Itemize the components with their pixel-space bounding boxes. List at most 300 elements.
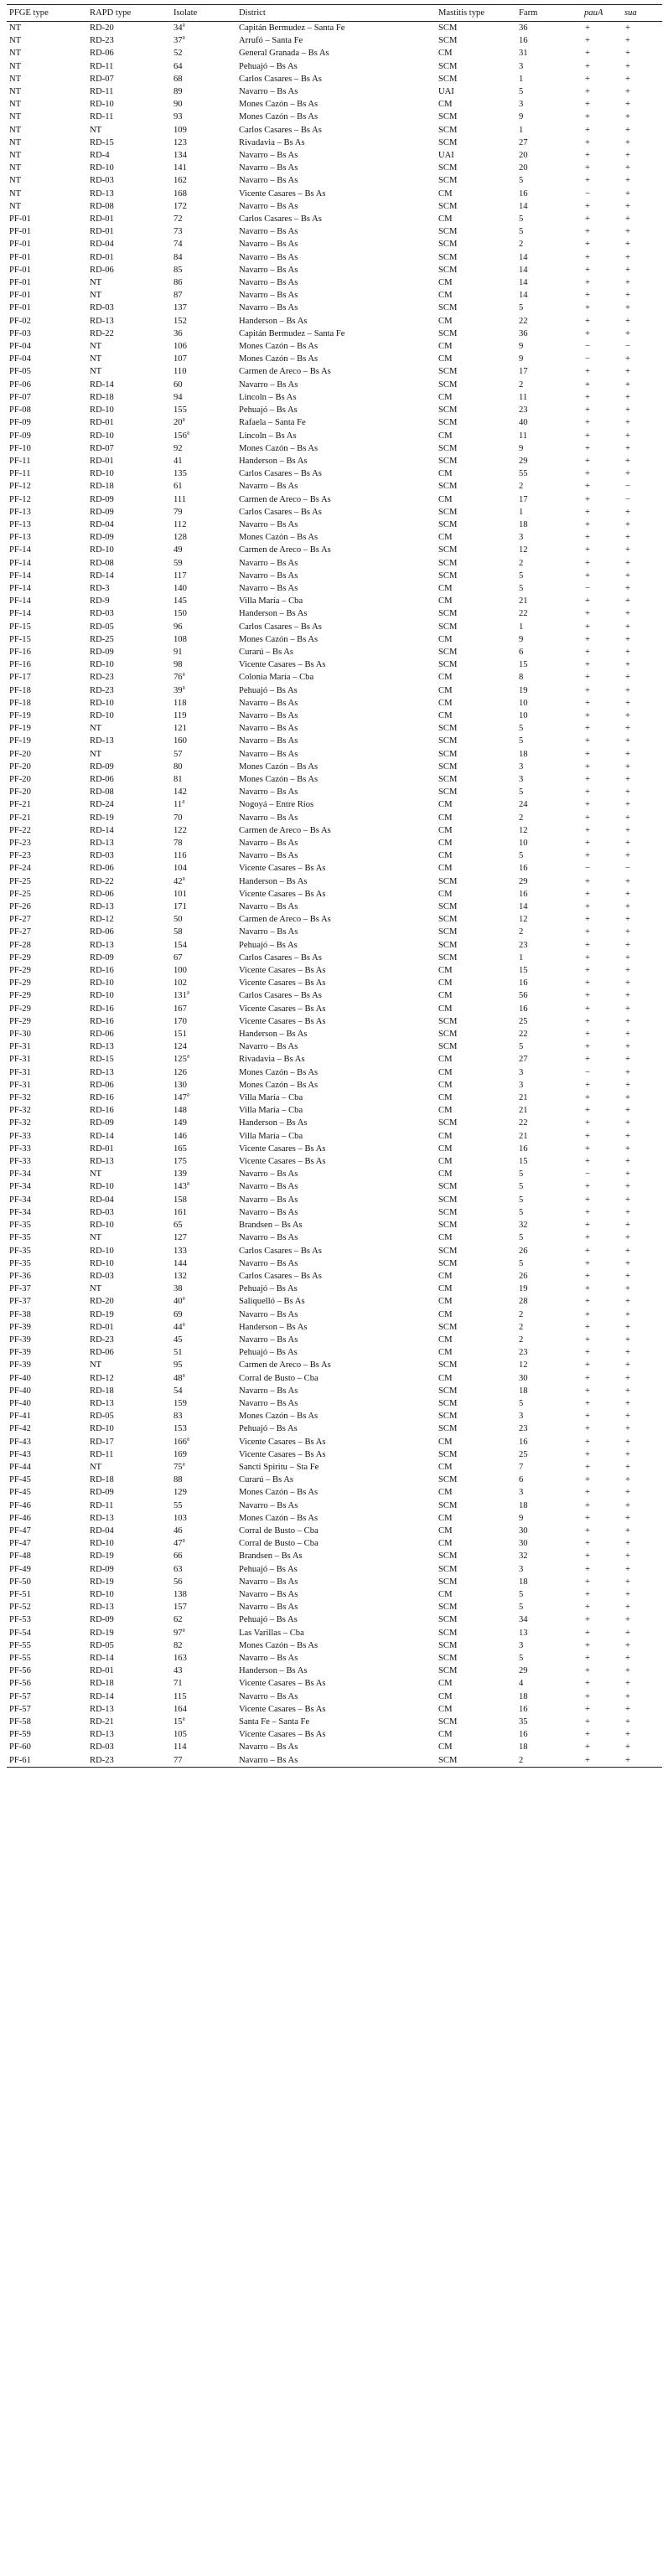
- pfge-type-cell: NT: [9, 137, 22, 147]
- isolate-number: 59: [173, 558, 183, 568]
- rapd-type-cell: RD-25: [90, 634, 114, 644]
- mastitis-type-cell: SCM: [438, 125, 458, 135]
- isolate-number: 118: [173, 698, 187, 708]
- table-row: [7, 1040, 662, 1053]
- isolate-cell: [171, 1728, 236, 1741]
- farm-cell: 5: [519, 724, 524, 734]
- isolate-number: 131: [173, 991, 187, 1001]
- rapd-type-cell: RD-01: [90, 1143, 114, 1154]
- farm-cell: 16: [519, 978, 528, 989]
- pfge-type-cell: PF-12: [9, 494, 31, 504]
- district-cell: Vicente Casares – Bs As: [239, 889, 326, 899]
- pfge-type-cell: PF-04: [9, 342, 31, 352]
- mastitis-type-cell: CM: [438, 1309, 453, 1319]
- table-row: [7, 722, 662, 735]
- rapd-type-cell: RD-19: [90, 1577, 114, 1587]
- table-row: [7, 1741, 662, 1753]
- farm-cell: 20: [519, 151, 528, 161]
- mastitis-type-cell: SCM: [438, 443, 458, 453]
- mastitis-type-cell: SCM: [438, 774, 458, 784]
- isolate-cell: [171, 1372, 236, 1385]
- table-row: [7, 875, 662, 888]
- pfge-type-cell: PF-47: [9, 1539, 31, 1549]
- rapd-type-cell: RD-09: [90, 1615, 114, 1625]
- district-cell: Carlos Casares – Bs As: [239, 125, 322, 135]
- mastitis-type-cell: SCM: [438, 1615, 458, 1625]
- rapd-type-cell: NT: [90, 724, 102, 734]
- isolate-cell: [171, 1512, 236, 1525]
- isolate-number: 129: [173, 1488, 187, 1498]
- isolate-cell: [171, 1155, 236, 1168]
- pfge-type-cell: PF-14: [9, 545, 31, 555]
- sua-cell: −: [625, 342, 630, 352]
- isolate-number: 144: [173, 1258, 187, 1268]
- farm-cell: 3: [519, 1640, 524, 1650]
- farm-cell: 2: [519, 379, 524, 390]
- pauA-cell: +: [585, 1704, 590, 1714]
- isolate-number: 68: [173, 74, 183, 84]
- isolate-number: 84: [173, 252, 183, 262]
- header-isolate: Isolate: [171, 5, 236, 22]
- table-row: [7, 913, 662, 926]
- pfge-type-cell: NT: [9, 49, 22, 59]
- pauA-cell: +: [585, 112, 590, 122]
- district-cell: Mones Cazón – Bs As: [239, 774, 318, 784]
- footnote-mark: a: [186, 1435, 189, 1443]
- header-pauA: pauA: [582, 5, 622, 22]
- rapd-type-cell: RD-10: [90, 1539, 114, 1549]
- pfge-type-cell: PF-20: [9, 749, 31, 759]
- rapd-type-cell: RD-13: [90, 1730, 114, 1740]
- district-cell: Saliquelló – Bs As: [239, 1297, 305, 1307]
- sua-cell: +: [625, 940, 630, 950]
- sua-cell: +: [625, 1539, 630, 1549]
- isolate-cell: [171, 276, 236, 289]
- mastitis-type-cell: SCM: [438, 1398, 458, 1408]
- farm-cell: 2: [519, 558, 524, 568]
- pfge-type-cell: PF-36: [9, 1271, 31, 1281]
- isolate-cell: [171, 34, 236, 47]
- rapd-type-cell: RD-18: [90, 1679, 114, 1689]
- isolate-number: 125: [173, 1055, 187, 1065]
- sua-cell: +: [625, 749, 630, 759]
- district-cell: Navarro – Bs As: [239, 1742, 298, 1753]
- rapd-type-cell: RD-19: [90, 1628, 114, 1638]
- farm-cell: 1: [519, 74, 524, 84]
- isolate-number: 72: [173, 214, 183, 225]
- farm-cell: 5: [519, 1589, 524, 1599]
- pfge-type-cell: PF-37: [9, 1284, 31, 1294]
- isolate-number: 106: [173, 342, 187, 352]
- isolate-cell: [171, 761, 236, 773]
- footnote-mark: a: [186, 1180, 189, 1187]
- isolate-number: 149: [173, 1118, 187, 1128]
- table-row: [7, 671, 662, 684]
- mastitis-type-cell: CM: [438, 291, 453, 301]
- rapd-type-cell: RD-01: [90, 227, 114, 237]
- isolate-number: 41: [173, 456, 183, 466]
- sua-cell: +: [625, 1322, 630, 1332]
- district-cell: Pehuajó – Bs As: [239, 1284, 298, 1294]
- isolate-number: 165: [173, 1143, 187, 1154]
- district-cell: Pehuajó – Bs As: [239, 685, 298, 695]
- farm-cell: 1: [519, 952, 524, 963]
- district-cell: Mones Cazón – Bs As: [239, 112, 318, 122]
- district-cell: Sancti Spiritu – Sta Fe: [239, 1462, 319, 1472]
- isolate-number: 20: [173, 418, 183, 428]
- sua-cell: +: [625, 545, 630, 555]
- pauA-cell: +: [585, 1742, 590, 1753]
- mastitis-type-cell: SCM: [438, 1195, 458, 1205]
- isolate-cell: [171, 901, 236, 913]
- district-cell: Carmen de Areco – Bs As: [239, 367, 331, 377]
- sua-cell: +: [625, 839, 630, 848]
- sua-cell: +: [625, 1297, 630, 1307]
- rapd-type-cell: RD-14: [90, 379, 114, 390]
- farm-cell: 9: [519, 443, 524, 453]
- pauA-cell: +: [585, 1360, 590, 1371]
- farm-cell: 17: [519, 367, 528, 377]
- pfge-type-cell: PF-34: [9, 1169, 31, 1180]
- pfge-type-cell: PF-20: [9, 761, 31, 772]
- isolate-number: 145: [173, 596, 187, 607]
- farm-cell: 16: [519, 1437, 528, 1447]
- pauA-cell: +: [585, 545, 590, 555]
- table-row: [7, 1359, 662, 1371]
- isolate-number: 74: [173, 240, 183, 250]
- pfge-type-cell: PF-06: [9, 379, 31, 390]
- rapd-type-cell: RD-14: [90, 1691, 114, 1701]
- table-row: [7, 735, 662, 747]
- isolate-cell: [171, 671, 236, 684]
- pfge-type-cell: NT: [9, 201, 22, 211]
- mastitis-type-cell: SCM: [438, 1551, 458, 1562]
- district-cell: Navarro – Bs As: [239, 1195, 298, 1205]
- pauA-cell: +: [585, 1398, 590, 1408]
- mastitis-type-cell: SCM: [438, 1717, 458, 1727]
- pauA-cell: +: [585, 36, 590, 46]
- farm-cell: 26: [519, 1246, 528, 1256]
- isolate-number: 156: [173, 431, 187, 441]
- rapd-type-cell: RD-12: [90, 915, 114, 925]
- table-row: [7, 22, 662, 35]
- rapd-type-cell: RD-10: [90, 469, 114, 479]
- pfge-type-cell: PF-23: [9, 851, 31, 861]
- isolate-cell: [171, 1385, 236, 1397]
- rapd-type-cell: RD-18: [90, 1475, 114, 1485]
- pfge-type-cell: PF-45: [9, 1488, 31, 1498]
- table-row: [7, 1716, 662, 1728]
- isolate-cell: [171, 238, 236, 250]
- mastitis-type-cell: SCM: [438, 1666, 458, 1676]
- pauA-cell: +: [582, 1754, 622, 1768]
- mastitis-type-cell: SCM: [438, 724, 458, 734]
- rapd-type-cell: RD-14: [90, 1654, 114, 1663]
- isolate-number: 44: [173, 1322, 183, 1332]
- mastitis-type-cell: SCM: [438, 74, 458, 84]
- table-row: [7, 276, 662, 289]
- isolate-cell: [171, 22, 236, 35]
- pfge-type-cell: PF-03: [9, 328, 31, 338]
- sua-cell: +: [625, 1246, 630, 1256]
- isolate-cell: [171, 557, 236, 570]
- isolate-number: 143: [173, 1182, 187, 1192]
- rapd-type-cell: RD-10: [90, 991, 114, 1001]
- pauA-cell: −: [585, 864, 590, 874]
- isolate-cell: [171, 1563, 236, 1576]
- farm-cell: 22: [519, 1118, 528, 1128]
- pauA-cell: +: [585, 902, 590, 912]
- rapd-type-cell: RD-13: [90, 1042, 114, 1052]
- isolate-number: 119: [173, 710, 187, 720]
- table-row: [7, 302, 662, 314]
- table-row: [7, 1372, 662, 1385]
- rapd-type-cell: RD-12: [90, 1373, 114, 1383]
- rapd-type-cell: RD-14: [90, 825, 114, 835]
- pfge-type-cell: PF-43: [9, 1449, 31, 1459]
- district-cell: Navarro – Bs As: [239, 1577, 298, 1587]
- isolate-number: 37: [173, 36, 183, 46]
- isolate-number: 85: [173, 265, 183, 275]
- farm-cell: 2: [519, 1334, 524, 1345]
- table-row: [7, 493, 662, 506]
- district-cell: Vicente Casares – Bs As: [239, 1157, 326, 1167]
- table-row: [7, 1422, 662, 1435]
- pfge-type-cell: PF-09: [9, 431, 31, 441]
- pauA-cell: +: [585, 443, 590, 453]
- mastitis-type-cell: UAI: [438, 151, 454, 161]
- pfge-type-cell: PF-01: [9, 240, 31, 250]
- isolate-cell: [171, 595, 236, 607]
- farm-cell: 36: [519, 328, 528, 338]
- mastitis-type-cell: CM: [438, 1067, 453, 1077]
- pfge-type-cell: PF-46: [9, 1513, 31, 1523]
- pauA-cell: +: [585, 660, 590, 670]
- table-row: [7, 964, 662, 977]
- isolate-cell: [171, 582, 236, 595]
- isolate-number: 42: [173, 876, 183, 886]
- farm-cell: 19: [519, 685, 528, 695]
- table-row: [7, 939, 662, 952]
- rapd-type-cell: RD-19: [90, 1551, 114, 1562]
- sua-cell: +: [625, 1615, 630, 1625]
- table-header-row: [7, 5, 662, 22]
- pfge-type-cell: NT: [9, 163, 22, 173]
- isolate-number: 141: [173, 163, 187, 173]
- sua-cell: +: [625, 1118, 630, 1128]
- district-cell: Rafaela – Santa Fe: [239, 418, 306, 428]
- mastitis-type-cell: SCM: [438, 379, 458, 390]
- district-cell: Navarro – Bs As: [239, 1334, 298, 1345]
- table-row: [7, 264, 662, 276]
- table-row: [7, 1486, 662, 1499]
- mastitis-type-cell: SCM: [438, 1030, 458, 1040]
- table-row: [7, 849, 662, 862]
- sua-cell: +: [625, 456, 630, 466]
- farm-cell: 26: [519, 1271, 528, 1281]
- rapd-type-cell: NT: [90, 1169, 102, 1180]
- isolate-number: 128: [173, 533, 187, 543]
- pauA-cell: +: [585, 494, 590, 504]
- district-cell: Villa María – Cba: [239, 1131, 303, 1141]
- district-cell: Navarro – Bs As: [239, 813, 298, 823]
- sua-cell: +: [625, 570, 630, 581]
- sua-cell: +: [625, 1551, 630, 1562]
- farm-cell: 23: [519, 1348, 528, 1358]
- pauA-cell: +: [585, 876, 590, 886]
- isolate-cell: [171, 1397, 236, 1410]
- isolate-number: 122: [173, 825, 187, 835]
- rapd-type-cell: RD-23: [90, 685, 114, 695]
- pauA-cell: +: [585, 1628, 590, 1638]
- mastitis-type-cell: SCM: [438, 252, 458, 262]
- isolate-number: 155: [173, 405, 187, 416]
- sua-cell: +: [625, 1742, 630, 1753]
- rapd-type-cell: RD-10: [90, 545, 114, 555]
- district-cell: Pehuajó – Bs As: [239, 1424, 298, 1434]
- mastitis-type-cell: SCM: [438, 1628, 458, 1638]
- sua-cell: +: [625, 151, 630, 161]
- farm-cell: 16: [519, 889, 528, 899]
- isolate-cell: [171, 85, 236, 98]
- mastitis-type-cell: SCM: [438, 405, 458, 416]
- isolate-number: 154: [173, 940, 187, 950]
- rapd-type-cell: RD-9: [90, 596, 110, 607]
- sua-cell: +: [625, 1004, 630, 1014]
- farm-cell: 5: [519, 1207, 524, 1217]
- district-cell: Brandsen – Bs As: [239, 1551, 303, 1562]
- mastitis-type-cell: CM: [438, 1106, 453, 1116]
- isolate-cell: [171, 416, 236, 429]
- sua-cell: +: [622, 1754, 662, 1768]
- mastitis-type-cell: CM: [438, 1691, 453, 1701]
- mastitis-type-cell: SCM: [438, 265, 458, 275]
- mastitis-type-cell: CM: [438, 596, 453, 607]
- district-cell: Handerson – Bs As: [239, 1666, 308, 1676]
- mastitis-type-cell: CM: [438, 698, 453, 708]
- isolate-cell: [171, 1130, 236, 1143]
- isolate-cell: [171, 365, 236, 378]
- isolate-number: 163: [173, 1654, 187, 1663]
- mastitis-type-cell: CM: [438, 1704, 453, 1714]
- table-row: [7, 73, 662, 85]
- rapd-type-cell: RD-20: [90, 1297, 114, 1307]
- pauA-cell: +: [585, 1412, 590, 1422]
- district-cell: Carmen de Areco – Bs As: [239, 494, 331, 504]
- pauA-cell: +: [585, 647, 590, 657]
- rapd-type-cell: RD-04: [90, 240, 114, 250]
- mastitis-type-cell: CM: [438, 1157, 453, 1167]
- isolate-cell: [171, 1168, 236, 1180]
- sua-cell: +: [625, 1373, 630, 1383]
- mastitis-type-cell: SCM: [438, 1577, 458, 1587]
- farm-cell: 16: [519, 1730, 528, 1740]
- pfge-type-cell: PF-39: [9, 1322, 31, 1332]
- mastitis-type-cell: CM: [438, 342, 453, 352]
- isolate-number: 124: [173, 1042, 187, 1052]
- table-row: [7, 1754, 662, 1768]
- table-row: [7, 710, 662, 722]
- sua-cell: +: [625, 1577, 630, 1587]
- sua-cell: +: [625, 36, 630, 46]
- mastitis-type-cell: CM: [438, 800, 453, 810]
- isolate-number: 158: [173, 1195, 187, 1205]
- district-cell: Navarro – Bs As: [239, 1182, 298, 1192]
- farm-cell: 16: [519, 188, 528, 199]
- pfge-type-cell: PF-57: [9, 1691, 31, 1701]
- pauA-cell: +: [585, 137, 590, 147]
- district-cell: Navarro – Bs As: [239, 583, 298, 593]
- sua-cell: +: [625, 1628, 630, 1638]
- rapd-type-cell: RD-23: [90, 1334, 114, 1345]
- pfge-type-cell: PF-38: [9, 1309, 31, 1319]
- isolate-cell: [171, 1613, 236, 1626]
- isolate-cell: [171, 1691, 236, 1703]
- isolate-cell: [171, 849, 236, 862]
- pauA-cell: +: [585, 1080, 590, 1090]
- district-cell: Mones Cazón – Bs As: [239, 1412, 318, 1422]
- isolate-cell: [171, 302, 236, 314]
- farm-cell: 8: [519, 673, 524, 683]
- rapd-type-cell: RD-10: [90, 978, 114, 989]
- mastitis-type-cell: SCM: [438, 201, 458, 211]
- pauA-cell: +: [585, 787, 590, 798]
- rapd-type-cell: NT: [90, 1284, 102, 1294]
- pfge-type-cell: PF-29: [9, 991, 31, 1001]
- sua-cell: +: [625, 291, 630, 301]
- table-row: [7, 1512, 662, 1525]
- district-cell: Navarro – Bs As: [239, 1500, 298, 1510]
- farm-cell: 28: [519, 1297, 528, 1307]
- pauA-cell: +: [585, 1118, 590, 1128]
- rapd-type-cell: RD-01: [90, 1322, 114, 1332]
- pauA-cell: +: [585, 710, 590, 720]
- isolate-cell: [171, 379, 236, 391]
- sua-cell: +: [625, 1221, 630, 1231]
- district-cell: Villa María – Cba: [239, 596, 303, 607]
- table-row: [7, 748, 662, 761]
- sua-cell: +: [625, 673, 630, 683]
- rapd-type-cell: RD-23: [87, 1754, 171, 1768]
- isolate-cell: [171, 646, 236, 658]
- mastitis-type-cell: CM: [438, 469, 453, 479]
- pauA-cell: +: [585, 1106, 590, 1116]
- pfge-type-cell: PF-11: [9, 456, 31, 466]
- table-row: [7, 238, 662, 250]
- isolate-number: 83: [173, 1412, 183, 1422]
- farm-cell: 32: [519, 1221, 528, 1231]
- farm-cell: 3: [519, 761, 524, 772]
- pfge-type-cell: PF-13: [9, 519, 31, 529]
- pauA-cell: +: [585, 1131, 590, 1141]
- pfge-type-cell: PF-01: [9, 227, 31, 237]
- isolate-cell: [171, 862, 236, 875]
- isolate-number: 57: [173, 749, 183, 759]
- farm-cell: 6: [519, 1475, 524, 1485]
- mastitis-type-cell: SCM: [438, 876, 458, 886]
- pfge-type-cell: PF-01: [9, 278, 31, 288]
- district-cell: Vicente Casares – Bs As: [239, 1437, 326, 1447]
- rapd-type-cell: RD-11: [90, 112, 114, 122]
- isolate-number: 116: [173, 851, 187, 861]
- mastitis-type-cell: CM: [438, 673, 453, 683]
- isolate-cell: [171, 1245, 236, 1257]
- pfge-type-cell: PF-05: [9, 367, 31, 377]
- rapd-type-cell: RD-13: [90, 1513, 114, 1523]
- pauA-cell: +: [585, 673, 590, 683]
- pfge-type-cell: PF-35: [9, 1233, 31, 1243]
- isolate-number: 48: [173, 1373, 183, 1383]
